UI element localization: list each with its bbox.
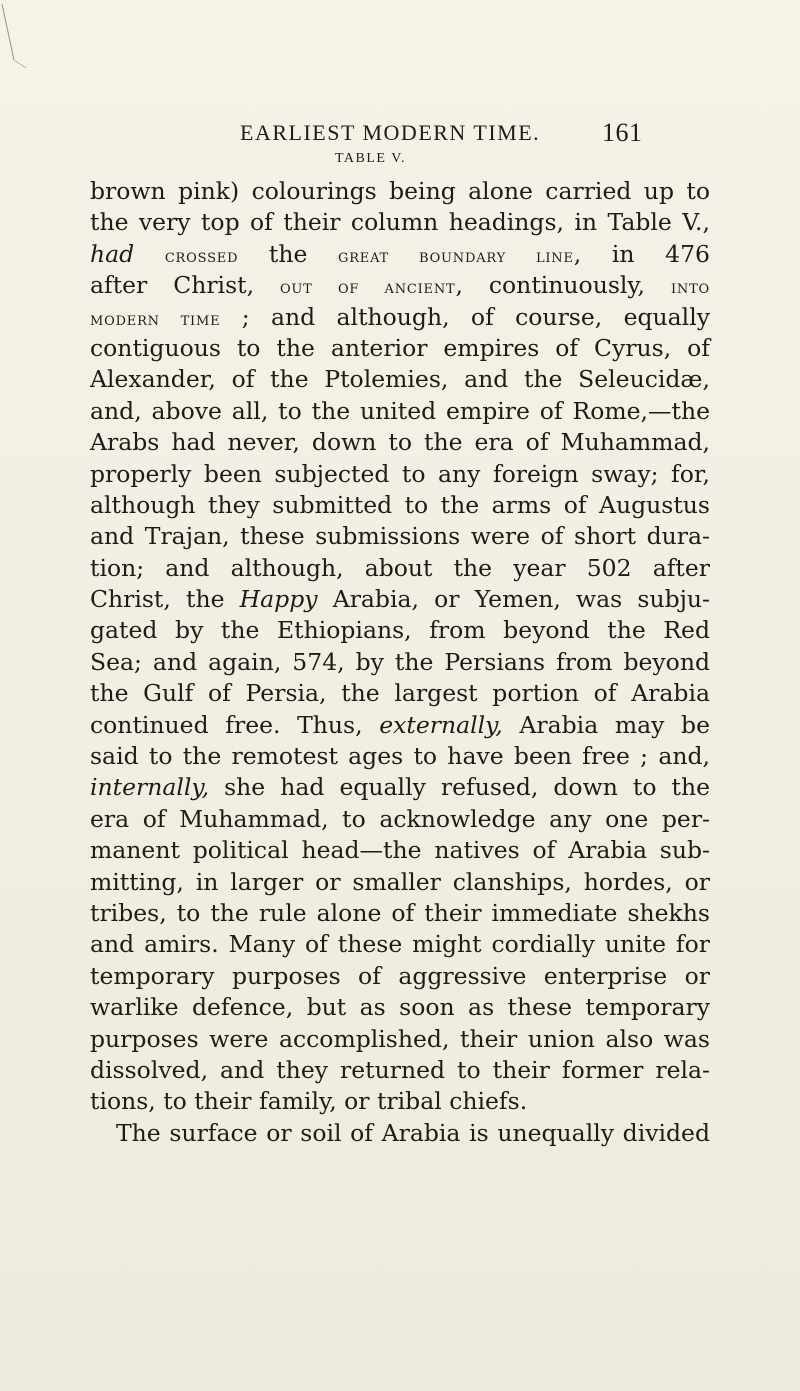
text-line (90, 1086, 710, 1117)
small-caps-text: crossed (164, 244, 239, 267)
text-line (90, 1055, 710, 1086)
running-title: EARLIEST MODERN TIME. (240, 120, 541, 145)
italic-text: Happy (239, 585, 318, 614)
text-line (90, 647, 710, 678)
small-caps-text: out of ancient (279, 276, 456, 299)
text-run: she had equally refused, down to the (209, 773, 710, 802)
text-run: the very top of their column headings, in Table V., (90, 208, 710, 237)
text-run: the Gulf of Persia, the largest portion of Arabia (90, 679, 710, 708)
text-line (90, 1024, 710, 1055)
text-line (90, 239, 710, 270)
text-run: tribes, to the rule alone of their immediate shekhs (90, 898, 710, 927)
text-run: and, above all, to the united empire of Rome,—the (90, 396, 710, 425)
text-line (90, 710, 710, 741)
text-line (90, 176, 710, 207)
small-caps-text: into (670, 276, 710, 299)
small-caps-text: modern time (90, 307, 221, 330)
text-run: era of Muhammad, to acknowledge any one per- (90, 804, 710, 833)
text-run: mitting, in larger or smaller clanships, hordes, or (90, 867, 710, 896)
text-run: continued free. Thus, (90, 710, 380, 739)
text-run: The surface or soil of Arabia is unequally divided (116, 1118, 710, 1147)
text-line (90, 427, 710, 458)
text-run: and amirs. Many of these might cordially unite for (90, 930, 710, 959)
text-line (90, 835, 710, 866)
text-run: , continuously, (455, 271, 671, 300)
text-run: after Christ, (90, 271, 280, 300)
text-line (90, 207, 710, 238)
text-line (90, 992, 710, 1023)
text-line (90, 772, 710, 803)
text-run: contiguous to the anterior empires of Cyrus, of (90, 333, 710, 362)
text-line (90, 898, 710, 929)
text-run: Arabs had never, down to the era of Muhammad, (90, 428, 710, 457)
text-line (90, 364, 710, 395)
text-run: tion; and although, about the year 502 after (90, 553, 710, 582)
text-line (90, 1118, 710, 1149)
text-line (90, 741, 710, 772)
text-line (90, 459, 710, 490)
table-label: TABLE V. (335, 151, 407, 166)
text-line (90, 521, 710, 552)
text-line (90, 961, 710, 992)
text-line (90, 270, 710, 301)
text-line (90, 490, 710, 521)
text-run: Sea; and again, 574, by the Persians from beyond (90, 647, 710, 676)
text-run: Arabia may be (502, 710, 710, 739)
text-run: tions, to their family, or tribal chiefs. (90, 1087, 528, 1116)
scan-artifact-line (0, 0, 60, 70)
text-run: Arabia, or Yemen, was subju- (317, 585, 710, 614)
text-line (90, 584, 710, 615)
italic-text: externally, (379, 710, 503, 739)
text-run: properly been subjected to any foreign sway; for, (90, 459, 710, 488)
text-line (90, 867, 710, 898)
italic-text: had (90, 239, 135, 268)
text-line (90, 333, 710, 364)
text-line (90, 929, 710, 960)
text-run: gated by the Ethiopians, from beyond the Red (90, 616, 710, 645)
text-run: although they submitted to the arms of Augustus (90, 490, 710, 519)
italic-text: internally, (90, 773, 210, 802)
text-run: and Trajan, these submissions were of short dura- (90, 522, 710, 551)
text-line (90, 678, 710, 709)
text-run: brown pink) colourings being alone carried up to (90, 177, 710, 205)
text-run: purposes were accomplished, their union also was (90, 1024, 710, 1053)
text-line (90, 553, 710, 584)
text-run: said to the remotest ages to have been free ; and, (90, 742, 710, 771)
text-run: ; and although, of course, equally (220, 302, 710, 331)
text-line (90, 804, 710, 835)
text-run: , in 476 (573, 239, 710, 268)
text-line (90, 302, 710, 333)
text-run: the (238, 239, 339, 268)
text-run: Alexander, of the Ptolemies, and the Seleucidæ, (90, 365, 710, 394)
text-run: Christ, the (90, 585, 240, 614)
text-run: temporary purposes of aggressive enterprise or (90, 961, 710, 990)
text-run (134, 240, 165, 268)
text-run: manent political head—the natives of Arabia sub- (90, 836, 710, 865)
text-line (90, 615, 710, 646)
page-number: 161 (602, 118, 643, 147)
body-paragraph (90, 176, 710, 1149)
text-line (90, 396, 710, 427)
text-run: warlike defence, but as soon as these temporary (90, 993, 710, 1022)
small-caps-text: great boundary line (338, 244, 574, 267)
text-run: dissolved, and they returned to their former rela- (90, 1055, 710, 1084)
